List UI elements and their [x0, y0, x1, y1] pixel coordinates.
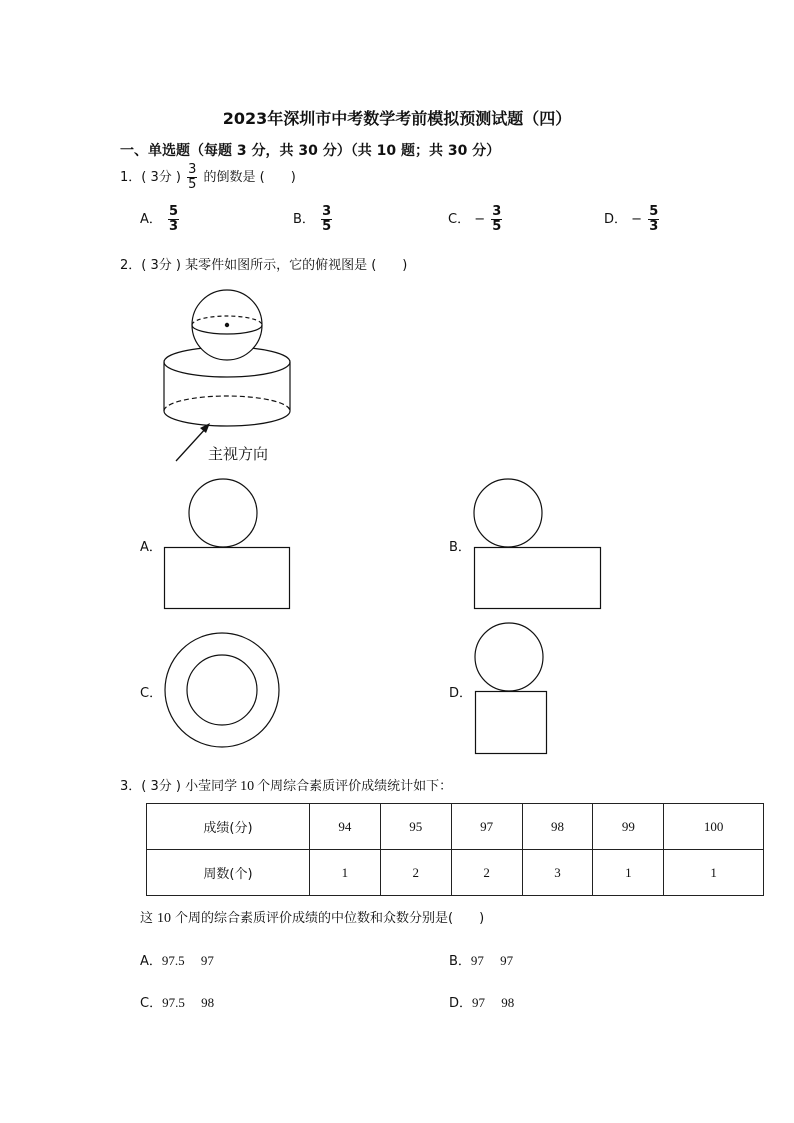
- option-value: 97.5 97: [161, 953, 214, 968]
- question-2: 2．( 3分 ) 某零件如图所示，它的俯视图是 ( ): [120, 258, 408, 273]
- q1-option-d[interactable]: [604, 205, 661, 234]
- option-label: D．: [449, 996, 473, 1011]
- circle-shape: [475, 623, 543, 691]
- option-label: C．: [448, 212, 471, 227]
- option-label: B．: [293, 212, 315, 227]
- fraction-denominator: 3: [649, 219, 659, 234]
- table-cell: 1: [310, 850, 381, 896]
- question-3-suffix: 个周综合素质评价成绩统计如下：: [257, 779, 453, 794]
- prompt-prefix: 这: [140, 911, 154, 926]
- option-value: 97.5 98: [162, 995, 215, 1010]
- fraction-denominator: 5: [492, 219, 502, 234]
- fraction-denominator: 5: [322, 219, 332, 234]
- question-3-prompt: [140, 907, 484, 927]
- rectangle-shape: [475, 548, 601, 609]
- table-cell: 95: [380, 804, 451, 850]
- question-1-prefix: 1．( 3分 ): [120, 170, 181, 185]
- cylinder-bottom-back: [164, 396, 290, 411]
- question-1: [120, 163, 296, 192]
- cylinder-bottom-front: [164, 411, 290, 426]
- option-label: A．: [140, 212, 162, 227]
- table-cell: 2: [451, 850, 522, 896]
- row-header: 周数(个): [147, 850, 310, 896]
- option-label: C．: [140, 996, 163, 1011]
- fraction-numerator: 5: [649, 204, 659, 219]
- q2-option-d-figure[interactable]: [474, 622, 549, 755]
- table-cell: 100: [664, 804, 764, 850]
- table-cell: 97: [451, 804, 522, 850]
- q2-option-b-figure[interactable]: [474, 478, 602, 610]
- option-value: 97 98: [472, 995, 515, 1010]
- prompt-suffix: 个周的综合素质评价成绩的中位数和众数分别是( ): [175, 911, 485, 926]
- q1-option-c[interactable]: [448, 205, 504, 234]
- q3-option-c[interactable]: [140, 992, 214, 1011]
- table-row: [147, 804, 764, 850]
- option-label: B．: [449, 954, 471, 969]
- fraction-numerator: 5: [169, 204, 179, 219]
- option-sign: −: [474, 212, 486, 227]
- table-row: [147, 850, 764, 896]
- q3-option-d[interactable]: [449, 992, 514, 1011]
- q3-option-b[interactable]: [449, 950, 513, 969]
- option-fraction: [321, 205, 332, 234]
- table-cell: 98: [522, 804, 593, 850]
- inner-circle: [187, 655, 257, 725]
- circle-shape: [474, 479, 542, 547]
- option-sign: −: [631, 212, 643, 227]
- fraction-denominator: 3: [169, 219, 179, 234]
- prompt-number: 10: [157, 911, 172, 926]
- question-3: [120, 775, 452, 795]
- q2-option-b-label[interactable]: B．: [449, 540, 471, 555]
- table-cell: 94: [310, 804, 381, 850]
- question-1-suffix: 的倒数是 ( ): [203, 170, 296, 185]
- table-cell: 99: [593, 804, 664, 850]
- fraction-numerator: 3: [492, 204, 502, 219]
- part-figure: [160, 285, 300, 465]
- question-3-number: 10: [240, 779, 255, 794]
- option-fraction: [491, 205, 502, 234]
- option-fraction: [648, 205, 659, 234]
- q2-option-a-figure[interactable]: [164, 478, 291, 610]
- option-label: A．: [140, 954, 162, 969]
- table-cell: 1: [664, 850, 764, 896]
- sphere-center-dot: [225, 323, 229, 327]
- view-direction-arrow: [176, 427, 207, 461]
- fraction-denominator: 5: [188, 177, 197, 192]
- q3-option-a[interactable]: [140, 950, 214, 969]
- section-heading: 一、单选题（每题 3 分，共 30 分）（共 10 题；共 30 分）: [120, 143, 501, 159]
- q2-option-c-figure[interactable]: [163, 632, 281, 750]
- square-shape: [476, 692, 547, 754]
- option-label: D．: [604, 212, 628, 227]
- row-header: 成绩(分): [147, 804, 310, 850]
- fraction-numerator: 3: [188, 162, 197, 177]
- q1-option-b[interactable]: [293, 205, 334, 234]
- figure-caption: 主视方向: [208, 445, 269, 463]
- question-1-fraction: [187, 163, 197, 192]
- rectangle-shape: [165, 548, 290, 609]
- q2-option-c-label[interactable]: C．: [140, 686, 163, 701]
- fraction-numerator: 3: [322, 204, 332, 219]
- q2-option-d-label[interactable]: D．: [449, 686, 473, 701]
- score-table: [146, 803, 764, 896]
- circle-shape: [189, 479, 257, 547]
- table-cell: 2: [380, 850, 451, 896]
- q1-option-a[interactable]: [140, 205, 181, 234]
- table-cell: 3: [522, 850, 593, 896]
- outer-circle: [165, 633, 279, 747]
- option-fraction: [168, 205, 179, 234]
- question-3-prefix: 3．( 3分 ) 小莹同学: [120, 779, 238, 794]
- option-value: 97 97: [470, 953, 514, 968]
- q2-option-a-label[interactable]: A．: [140, 540, 162, 555]
- table-cell: 1: [593, 850, 664, 896]
- page-title: 2023年深圳市中考数学考前模拟预测试题（四）: [222, 109, 572, 128]
